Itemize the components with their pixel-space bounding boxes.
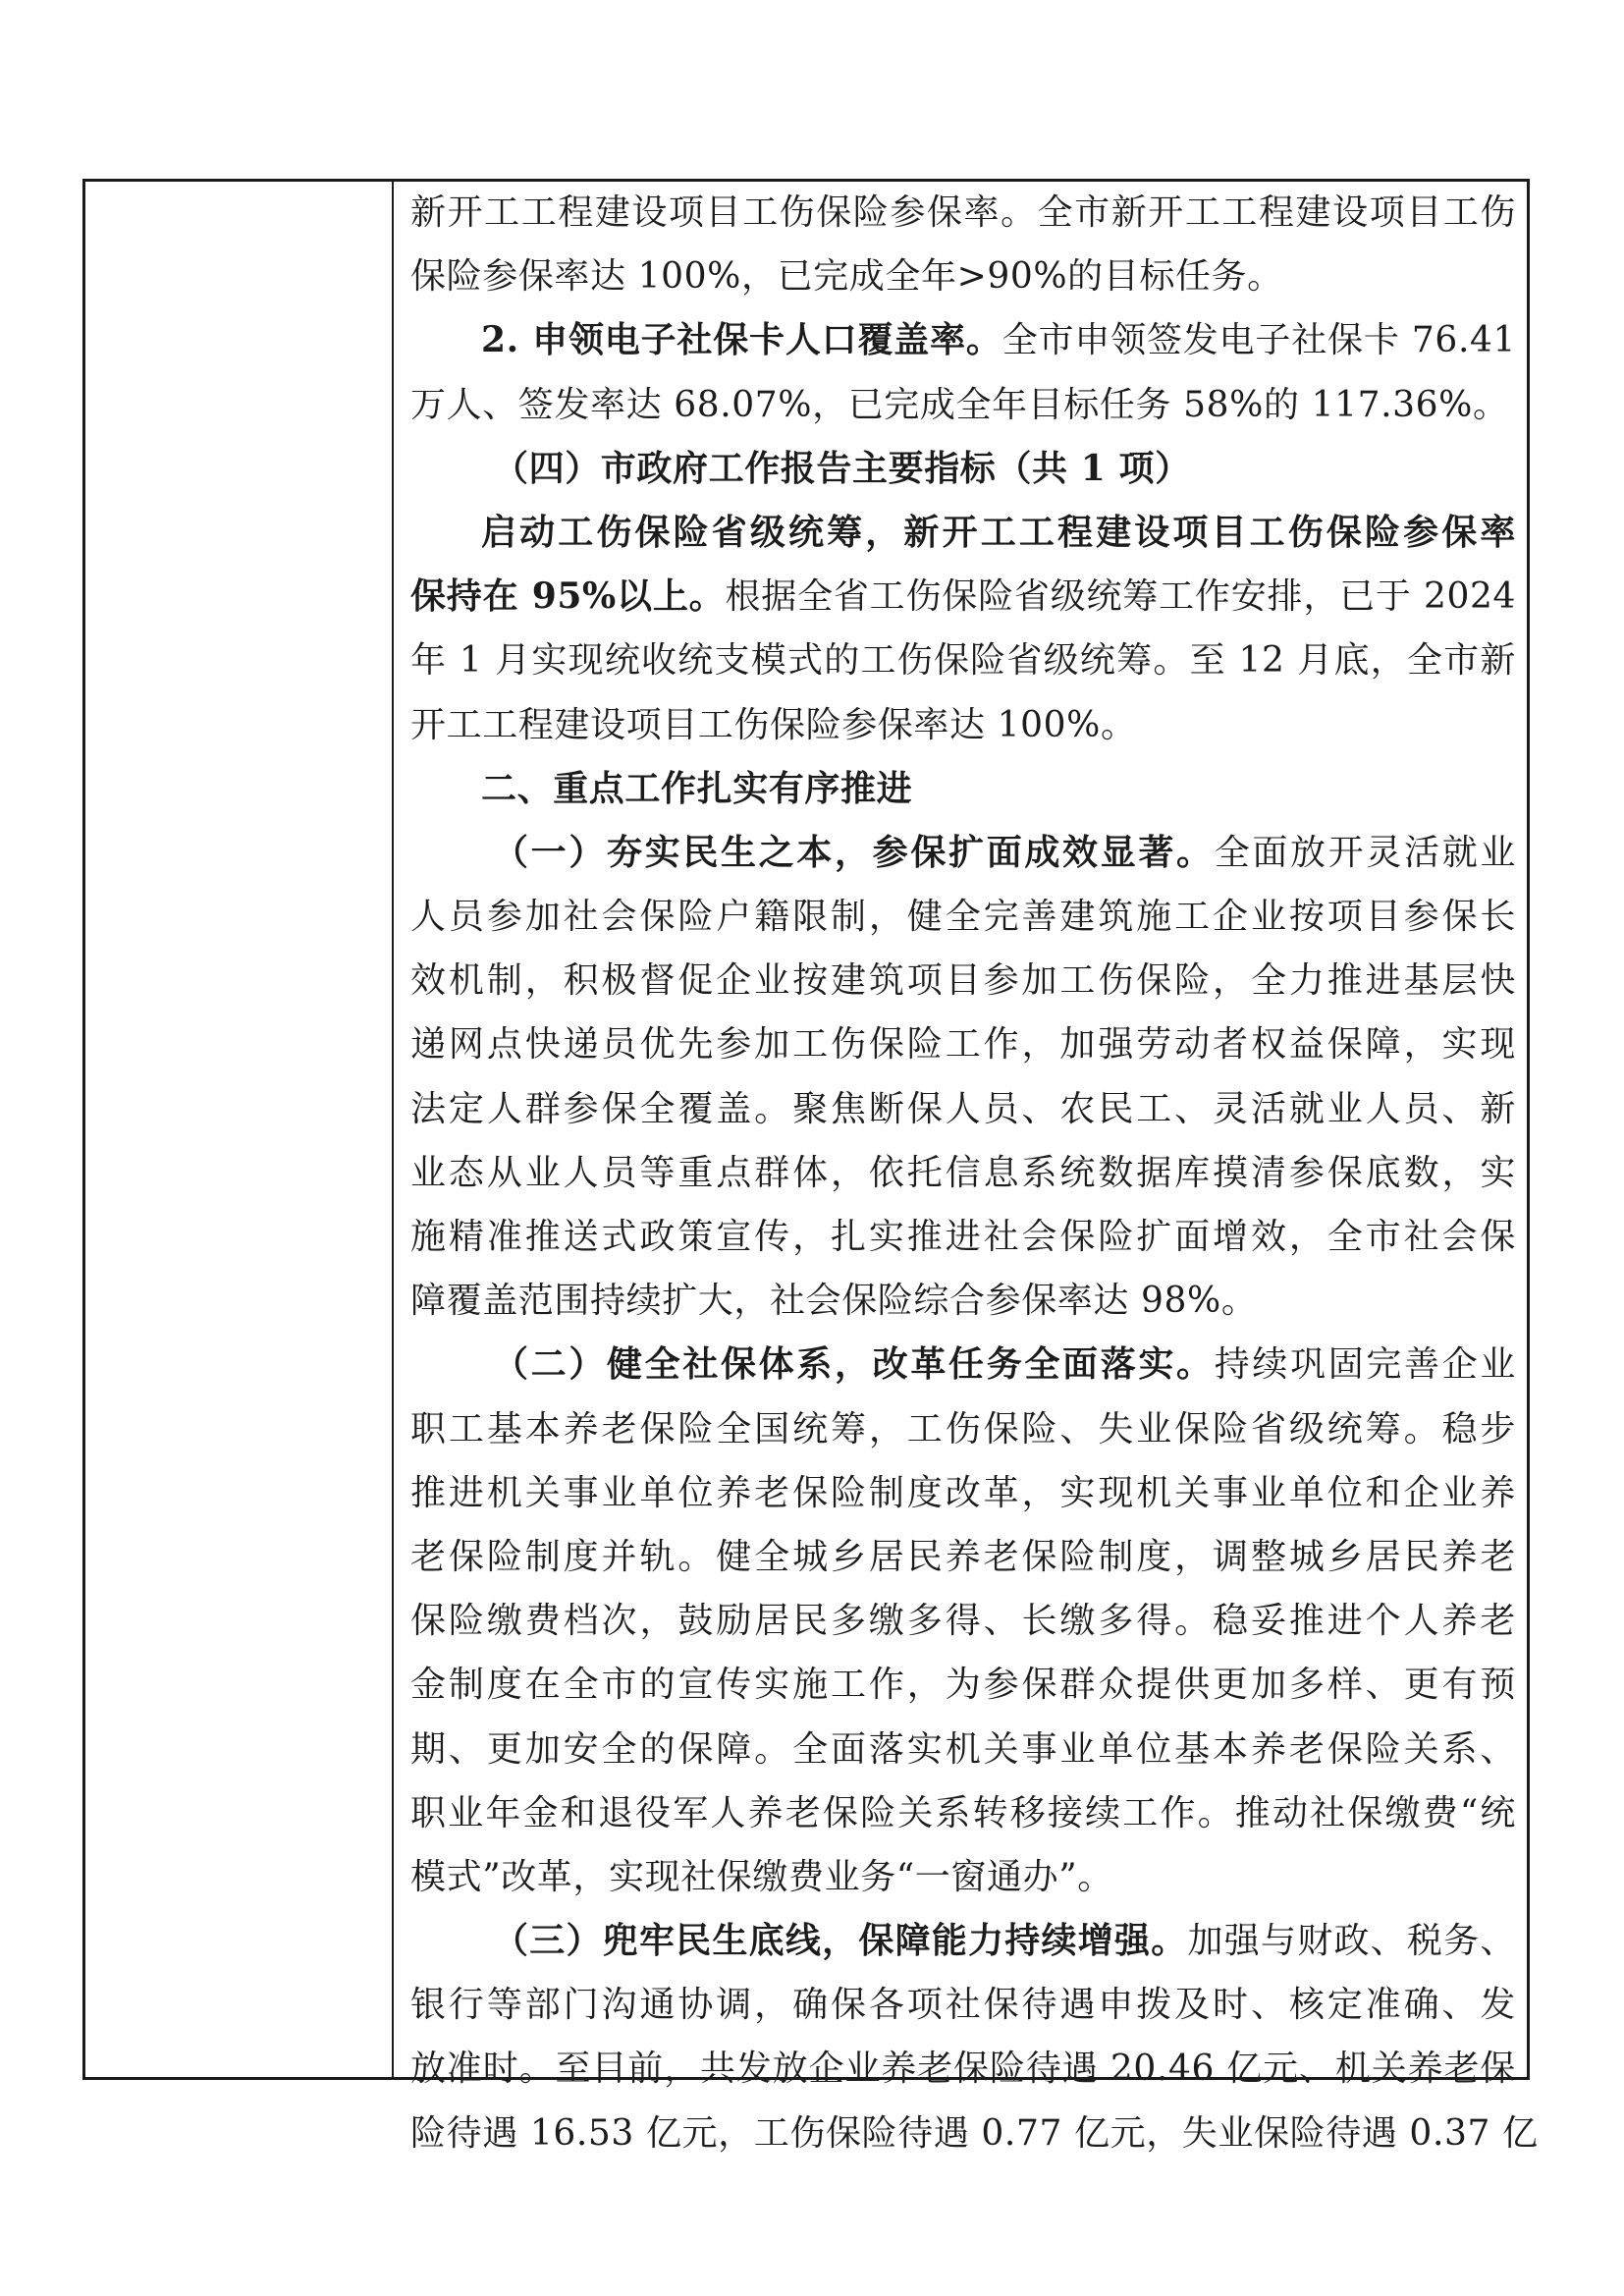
text-line <box>410 1077 1516 1141</box>
text-line <box>410 1397 1516 1461</box>
body-text: 保险参保率达 100%，已完成全年>90%的目标任务。 <box>410 256 1283 298</box>
text-line <box>410 1012 1516 1076</box>
text-line <box>410 245 1516 308</box>
text-line <box>410 757 1516 821</box>
text-line <box>410 1718 1516 1781</box>
text-line <box>410 1205 1516 1269</box>
body-text: 推进机关事业单位养老保险制度改革，实现机关事业单位和企业养 <box>410 1472 1516 1513</box>
body-text: 施精准推送式政策宣传，扎实推进社会保险扩面增效，全市社会保 <box>410 1217 1516 1257</box>
body-text: 职工基本养老保险全国统筹，工伤保险、失业保险省级统筹。稳步 <box>410 1408 1516 1449</box>
body-text: 万人、签发率达 68.07%，已完成全年目标任务 58%的 117.36%。 <box>410 384 1509 425</box>
text-line <box>410 2037 1516 2101</box>
body-text: 放准时。至目前，共发放企业养老保险待遇 20.46 亿元、机关养老保 <box>410 2049 1516 2090</box>
body-text: 险待遇 16.53 亿元，工伤保险待遇 0.77 亿元，失业保险待遇 0.37 亿 <box>410 2112 1539 2154</box>
body-text: 递网点快递员优先参加工伤保险工作，加强劳动者权益保障，实现 <box>410 1024 1516 1066</box>
body-text: 银行等部门沟通协调，确保各项社保待遇申拨及时、核定准确、发 <box>410 1985 1516 2026</box>
text-line <box>410 1845 1516 1909</box>
body-text: 业态从业人员等重点群体，依托信息系统数据库摸清参保底数，实 <box>410 1152 1516 1193</box>
text-line <box>410 1333 1516 1396</box>
text-line <box>410 1589 1516 1653</box>
text-line <box>410 1653 1516 1717</box>
body-text: 持续巩固完善企业 <box>1214 1344 1516 1386</box>
bold-heading: （三）兜牢民生底线，保障能力持续增强。 <box>493 1920 1188 1962</box>
body-text: 金制度在全市的宣传实施工作，为参保群众提供更加多样、更有预 <box>410 1665 1516 1706</box>
body-text: 年 1 月实现统收统支模式的工伤保险省级统筹。至 12 月底，全市新 <box>410 640 1516 682</box>
body-text: 根据全省工伤保险省级统筹工作安排，已于 2024 <box>725 576 1516 618</box>
body-text: 职业年金和退役军人养老保险关系转移接续工作。推动社保缴费“统 <box>410 1792 1516 1833</box>
bold-heading: 2. 申领电子社保卡人口覆盖率。 <box>481 319 1002 361</box>
body-text: 障覆盖范围持续扩大，社会保险综合参保率达 98%。 <box>410 1281 1258 1322</box>
body-text: 全面放开灵活就业 <box>1214 832 1516 873</box>
bold-heading: （一）夯实民生之本，参保扩面成效显著。 <box>493 831 1215 873</box>
bold-heading: 二、重点工作扎实有序推进 <box>481 767 913 809</box>
text-line <box>410 885 1516 949</box>
bold-heading: （二）健全社保体系，改革任务全面落实。 <box>493 1343 1215 1386</box>
document-body <box>410 181 1539 2165</box>
body-text: 人员参加社会保险户籍限制，健全完善建筑施工企业按项目参保长 <box>410 897 1516 938</box>
text-line <box>410 373 1516 437</box>
text-line <box>410 437 1516 501</box>
body-text: 开工工程建设项目工伤保险参保率达 100%。 <box>410 704 1137 745</box>
text-line <box>410 1781 1516 1845</box>
text-line <box>410 1909 1516 1973</box>
text-line <box>410 308 1516 372</box>
text-line <box>410 1525 1516 1589</box>
bold-heading: （四）市政府工作报告主要指标（共 1 项） <box>493 447 1191 489</box>
text-line <box>410 949 1516 1012</box>
text-line <box>410 1141 1516 1205</box>
text-line <box>410 1269 1516 1333</box>
text-line <box>410 501 1516 565</box>
column-divider <box>392 182 394 2077</box>
body-text: 保险缴费档次，鼓励居民多缴多得、长缴多得。稳妥推进个人养老 <box>410 1601 1516 1642</box>
body-text: 老保险制度并轨。健全城乡居民养老保险制度，调整城乡居民养老 <box>410 1536 1516 1577</box>
body-text: 效机制，积极督促企业按建筑项目参加工伤保险，全力推进基层快 <box>410 960 1516 1002</box>
text-line <box>410 1461 1516 1525</box>
body-text: 全市申领签发电子社保卡 76.41 <box>1001 320 1516 361</box>
body-text: 期、更加安全的保障。全面落实机关事业单位基本养老保险关系、 <box>410 1728 1516 1770</box>
body-text: 新开工工程建设项目工伤保险参保率。全市新开工工程建设项目工伤 <box>410 192 1516 233</box>
text-line <box>410 181 1516 245</box>
bold-heading: 启动工伤保险省级统筹，新开工工程建设项目工伤保险参保率 <box>481 511 1516 553</box>
bold-heading: 保持在 95%以上。 <box>410 575 726 618</box>
body-text: 法定人群参保全覆盖。聚焦断保人员、农民工、灵活就业人员、新 <box>410 1088 1516 1129</box>
text-line <box>410 2102 1539 2165</box>
text-line <box>410 629 1516 692</box>
text-line <box>410 821 1516 885</box>
text-line <box>410 693 1516 757</box>
text-line <box>410 1973 1516 2037</box>
body-text: 模式”改革，实现社保缴费业务“一窗通办”。 <box>410 1856 1113 1897</box>
text-line <box>410 565 1516 629</box>
body-text: 加强与财政、税务、 <box>1187 1921 1516 1962</box>
